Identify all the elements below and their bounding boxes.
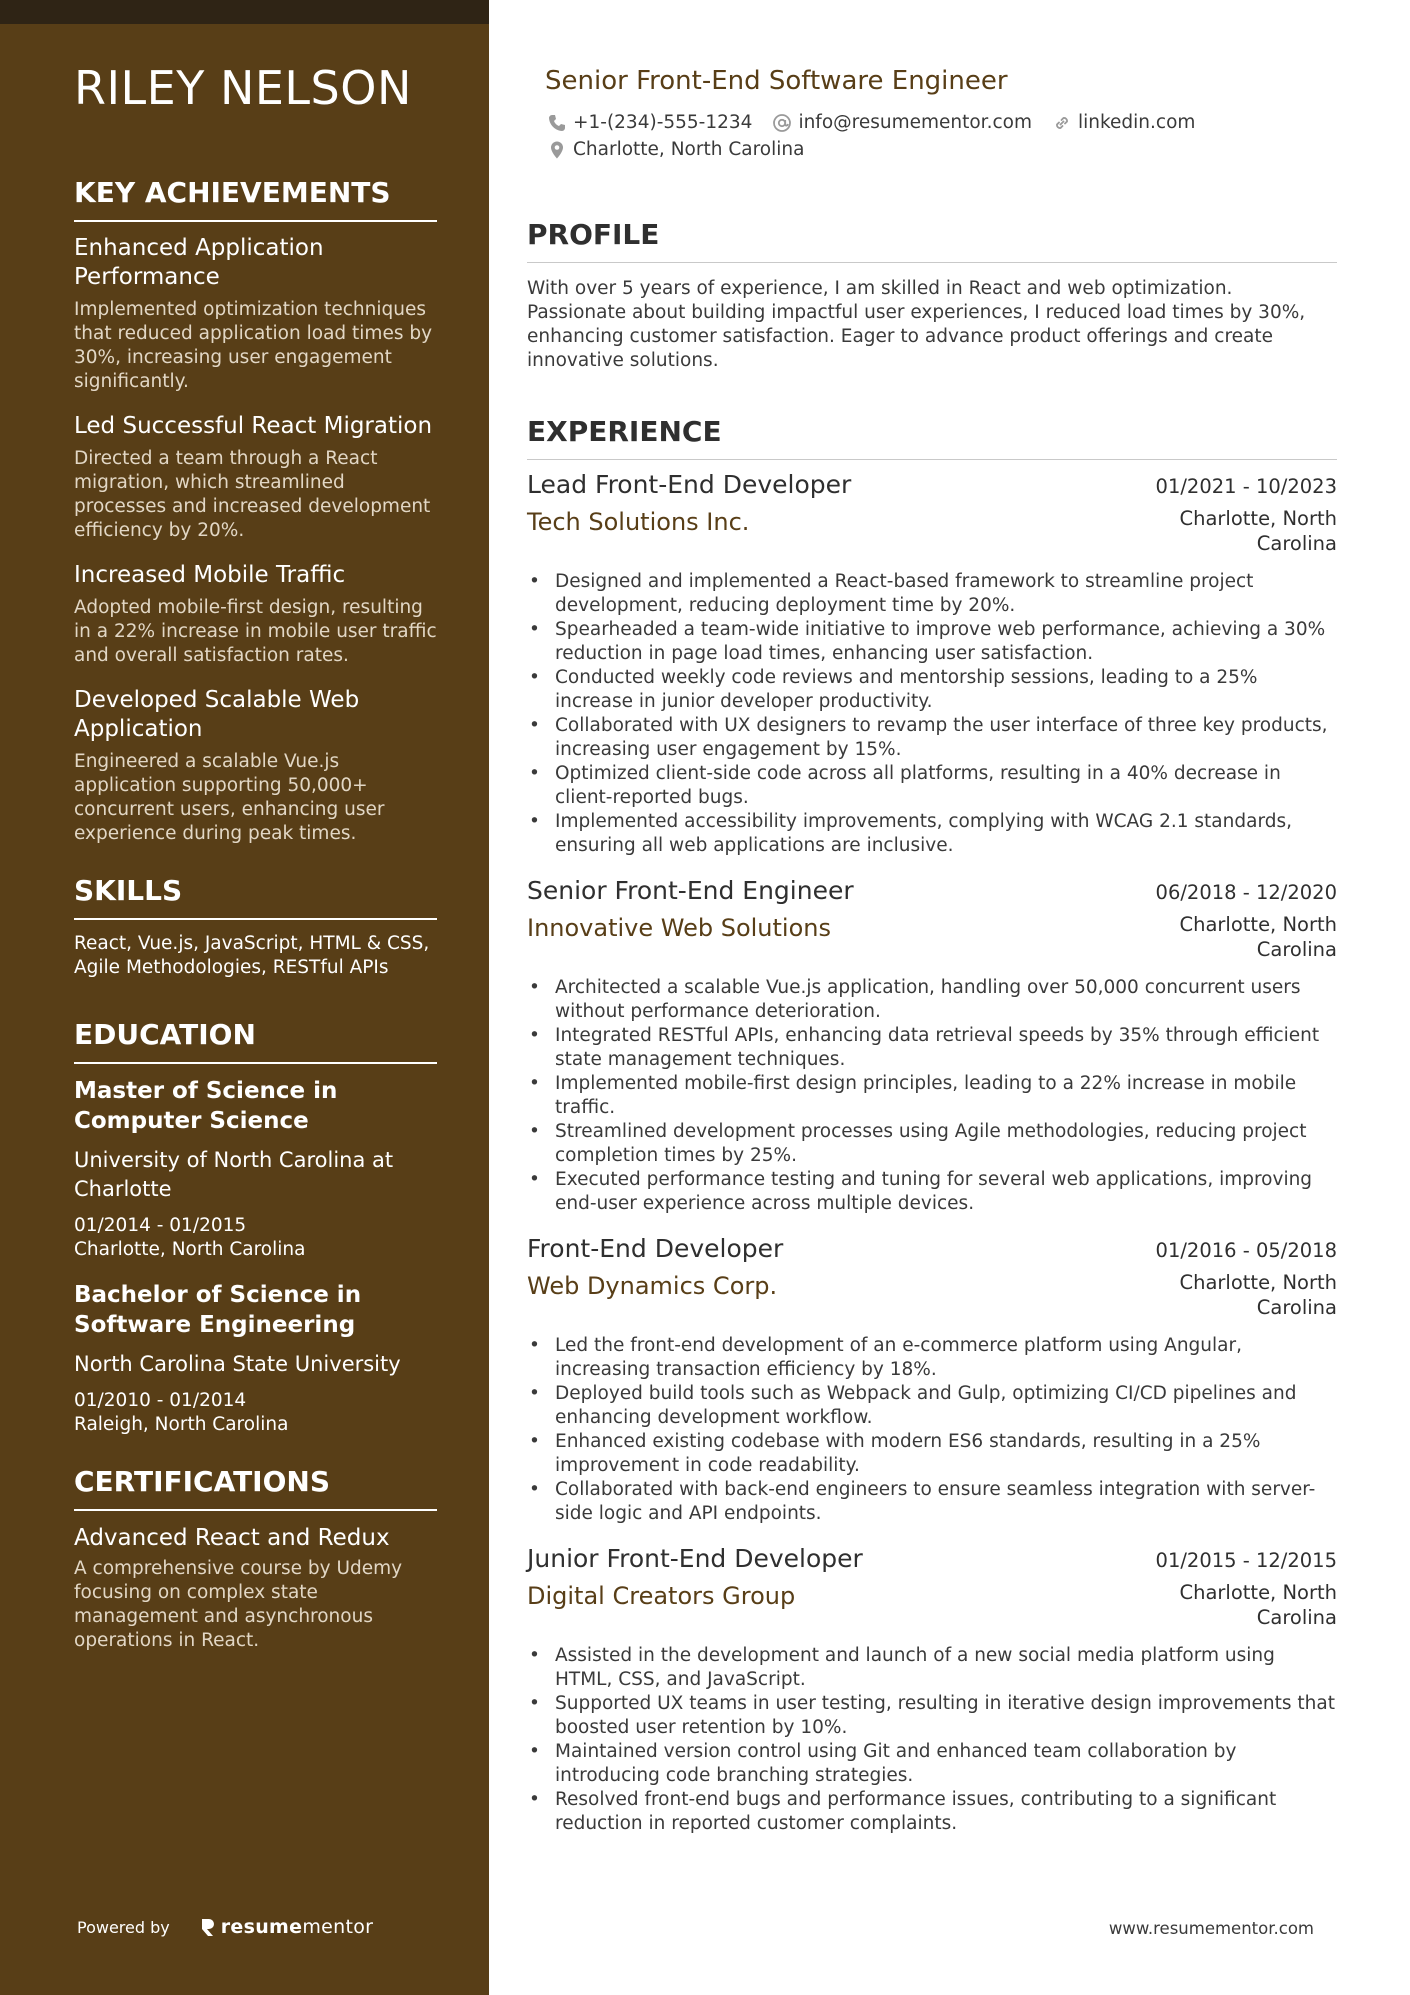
company-row bbox=[527, 1270, 1337, 1320]
education-school: University of North Carolina at Charlotte bbox=[74, 1148, 394, 1201]
achievement-desc: Engineered a scalable Vue.js application supporting 50,000+ concurrent users, enhancing user experience during peak times. bbox=[74, 751, 385, 844]
education-section bbox=[74, 1016, 437, 1437]
sidebar-content bbox=[74, 58, 437, 1653]
bullet-item: • Implemented accessibility improvements, complying with WCAG 2.1 standards, ensuring all web applications are inclusive. bbox=[527, 810, 1337, 858]
education-item bbox=[74, 1280, 437, 1437]
bullet-item: • Assisted in the development and launch of a new social media platform using HTML, CSS, and JavaScript. bbox=[527, 1644, 1337, 1692]
job-location: Charlotte, North Carolina bbox=[1179, 1581, 1337, 1629]
contact-location bbox=[547, 139, 804, 160]
experience-item bbox=[527, 874, 1337, 1216]
contact-linkedin[interactable] bbox=[1052, 112, 1195, 133]
sidebar-top-strip bbox=[0, 0, 489, 24]
linkedin-text: linkedin.com bbox=[1077, 112, 1196, 133]
education-heading: EDUCATION bbox=[74, 1016, 437, 1064]
brand-name-light: mentor bbox=[302, 1916, 374, 1938]
link-icon bbox=[1052, 113, 1072, 133]
role-dates: 06/2018 - 12/2020 bbox=[1155, 881, 1337, 904]
achievement-title: Developed Scalable Web Application bbox=[74, 687, 360, 742]
education-degree: Bachelor of Science in Software Engineering bbox=[74, 1282, 362, 1338]
company-name: Web Dynamics Corp. bbox=[527, 1272, 778, 1300]
certification-desc: A comprehensive course by Udemy focusing on complex state management and asynchronous operations in React. bbox=[74, 1558, 403, 1651]
achievement-title: Enhanced Application Performance bbox=[74, 235, 324, 290]
achievement-item bbox=[74, 561, 437, 668]
bullet-list bbox=[527, 1334, 1337, 1526]
phone-icon bbox=[547, 113, 567, 133]
company-name: Tech Solutions Inc. bbox=[527, 508, 750, 536]
contact-row-location bbox=[547, 139, 824, 160]
certifications-heading: CERTIFICATIONS bbox=[74, 1463, 437, 1511]
achievement-title: Increased Mobile Traffic bbox=[74, 562, 346, 588]
sidebar bbox=[0, 0, 489, 1995]
bullet-list bbox=[527, 570, 1337, 858]
company-row bbox=[527, 912, 1337, 962]
contact-phone[interactable] bbox=[547, 112, 752, 133]
candidate-name: RILEY NELSON bbox=[74, 61, 412, 115]
role-title: Senior Front-End Engineer bbox=[527, 876, 854, 905]
achievement-desc: Implemented optimization techniques that reduced application load times by 30%, increasing user engagement significantly. bbox=[74, 299, 433, 392]
email-text: info@resumementor.com bbox=[798, 112, 1032, 133]
location-text: Charlotte, North Carolina bbox=[573, 139, 805, 160]
bullet-item: • Enhanced existing codebase with modern ES6 standards, resulting in a 25% improvement in code readability. bbox=[527, 1430, 1337, 1478]
job-location: Charlotte, North Carolina bbox=[1179, 507, 1337, 555]
bullet-item: • Resolved front-end bugs and performance issues, contributing to a significant reduction in reported customer complaints. bbox=[527, 1788, 1337, 1836]
skills-heading: SKILLS bbox=[74, 872, 437, 920]
contact-row bbox=[547, 112, 1215, 133]
role-row bbox=[527, 1542, 1337, 1576]
certification-item bbox=[74, 1523, 437, 1653]
achievements-section bbox=[74, 174, 437, 846]
location-pin-icon bbox=[547, 140, 567, 160]
bullet-item: • Integrated RESTful APIs, enhancing data retrieval speeds by 35% through efficient state management techniques. bbox=[527, 1024, 1337, 1072]
bullet-item: • Deployed build tools such as Webpack and Gulp, optimizing CI/CD pipelines and enhancing development workflow. bbox=[527, 1382, 1337, 1430]
headline: Senior Front-End Software Engineer bbox=[545, 66, 1008, 96]
bullet-item: • Streamlined development processes using Agile methodologies, reducing project completion times by 25%. bbox=[527, 1120, 1337, 1168]
education-location: Charlotte, North Carolina bbox=[74, 1239, 306, 1260]
bullet-item: • Led the front-end development of an e-commerce platform using Angular, increasing transaction efficiency by 18%. bbox=[527, 1334, 1337, 1382]
education-item bbox=[74, 1076, 437, 1262]
powered-by-label: Powered by bbox=[77, 1917, 170, 1937]
role-title: Junior Front-End Developer bbox=[527, 1544, 863, 1573]
achievement-item bbox=[74, 234, 437, 394]
brand-name-bold: resume bbox=[220, 1916, 303, 1938]
bullet-item: • Collaborated with UX designers to revamp the user interface of three key products, increasing user engagement by 15%. bbox=[527, 714, 1337, 762]
education-meta bbox=[74, 1214, 437, 1262]
bullet-list bbox=[527, 1644, 1337, 1836]
achievement-title: Led Successful React Migration bbox=[74, 413, 433, 439]
job-location: Charlotte, North Carolina bbox=[1179, 1271, 1337, 1319]
role-row bbox=[527, 874, 1337, 908]
email-at-icon bbox=[772, 113, 792, 133]
brand-logo[interactable] bbox=[200, 1916, 374, 1938]
experience-item bbox=[527, 1232, 1337, 1526]
phone-text: +1-(234)-555-1234 bbox=[573, 112, 753, 133]
certifications-section bbox=[74, 1463, 437, 1653]
bullet-item: • Optimized client-side code across all platforms, resulting in a 40% decrease in client-reported bugs. bbox=[527, 762, 1337, 810]
education-dates: 01/2014 - 01/2015 bbox=[74, 1215, 247, 1236]
bullet-item: • Conducted weekly code reviews and mentorship sessions, leading to a 25% increase in junior developer productivity. bbox=[527, 666, 1337, 714]
role-dates: 01/2015 - 12/2015 bbox=[1155, 1549, 1337, 1572]
role-row bbox=[527, 1232, 1337, 1266]
skills-section bbox=[74, 872, 437, 980]
certification-title: Advanced React and Redux bbox=[74, 1525, 390, 1551]
job-location: Charlotte, North Carolina bbox=[1179, 913, 1337, 961]
experience-item bbox=[527, 1542, 1337, 1836]
education-degree: Master of Science in Computer Science bbox=[74, 1078, 338, 1134]
achievement-item bbox=[74, 686, 437, 846]
achievement-item bbox=[74, 412, 437, 543]
bullet-item: • Designed and implemented a React-based framework to streamline project development, reducing deployment time by 20%. bbox=[527, 570, 1337, 618]
bullet-item: • Executed performance testing and tuning for several web applications, improving end-user experience across multiple devices. bbox=[527, 1168, 1337, 1216]
company-name: Digital Creators Group bbox=[527, 1582, 796, 1610]
contact-email[interactable] bbox=[772, 112, 1032, 133]
bullet-item: • Implemented mobile-first design principles, leading to a 22% increase in mobile traffic. bbox=[527, 1072, 1337, 1120]
achievements-heading: KEY ACHIEVEMENTS bbox=[74, 174, 437, 222]
experience-section bbox=[527, 413, 1337, 1836]
footer-website-link[interactable]: www.resumementor.com bbox=[1108, 1919, 1314, 1938]
powered-by bbox=[77, 1916, 373, 1938]
role-dates: 01/2016 - 05/2018 bbox=[1155, 1239, 1337, 1262]
bullet-item: • Maintained version control using Git and enhanced team collaboration by introducing code branching strategies. bbox=[527, 1740, 1337, 1788]
profile-section bbox=[527, 216, 1337, 373]
achievement-desc: Directed a team through a React migration, which streamlined processes and increased development efficiency by 20%. bbox=[74, 448, 431, 541]
bullet-item: • Architected a scalable Vue.js application, handling over 50,000 concurrent users without performance deterioration. bbox=[527, 976, 1337, 1024]
bullet-item: • Supported UX teams in user testing, resulting in iterative design improvements that boosted user retention by 10%. bbox=[527, 1692, 1337, 1740]
education-location: Raleigh, North Carolina bbox=[74, 1414, 289, 1435]
education-dates: 01/2010 - 01/2014 bbox=[74, 1390, 247, 1411]
role-title: Lead Front-End Developer bbox=[527, 470, 852, 499]
education-meta bbox=[74, 1389, 437, 1437]
bullet-item: • Collaborated with back-end engineers to ensure seamless integration with server-side logic and API endpoints. bbox=[527, 1478, 1337, 1526]
role-row bbox=[527, 468, 1337, 502]
experience-heading: EXPERIENCE bbox=[527, 413, 1337, 460]
company-name: Innovative Web Solutions bbox=[527, 914, 831, 942]
company-row bbox=[527, 506, 1337, 556]
role-title: Front-End Developer bbox=[527, 1234, 784, 1263]
experience-item bbox=[527, 468, 1337, 858]
role-dates: 01/2021 - 10/2023 bbox=[1155, 475, 1337, 498]
company-row bbox=[527, 1580, 1337, 1630]
bullet-list bbox=[527, 976, 1337, 1216]
profile-heading: PROFILE bbox=[527, 216, 1337, 263]
brand-mark-icon bbox=[200, 1917, 216, 1937]
skills-list: React, Vue.js, JavaScript, HTML & CSS, Agile Methodologies, RESTful APIs bbox=[74, 933, 430, 978]
achievement-desc: Adopted mobile-first design, resulting in a 22% increase in mobile user traffic and overall satisfaction rates. bbox=[74, 597, 437, 666]
education-school: North Carolina State University bbox=[74, 1352, 401, 1376]
bullet-item: • Spearheaded a team-wide initiative to improve web performance, achieving a 30% reduction in page load times, enhancing user satisfaction. bbox=[527, 618, 1337, 666]
profile-text: With over 5 years of experience, I am skilled in React and web optimization. Passionate about building impactful user experiences, I reduced load times by 30%, enhancing customer satisfaction. Eager to advance product offerings and create innovative solutions. bbox=[527, 278, 1306, 371]
